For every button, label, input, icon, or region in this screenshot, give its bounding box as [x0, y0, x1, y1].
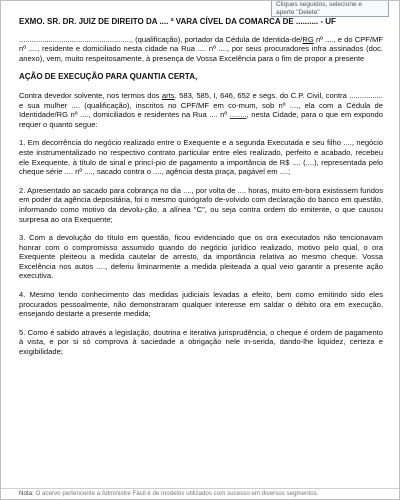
footer-text: O acervo pertencente a Administre Fácil é de modelos utilizados com sucesso em diversos segmentos. [33, 490, 319, 497]
action-heading: AÇÃO DE EXECUÇÃO PARA QUANTIA CERTA, [19, 72, 198, 82]
footer-label: Nota: [19, 490, 34, 497]
footer-divider [1, 488, 399, 489]
intro-paragraph [19, 35, 383, 64]
paragraph-0 [19, 91, 383, 129]
intro-rg: RG [302, 34, 314, 44]
paragraph-3: 3. Com a devolução do título em questão, ficou evidenciado que os ora executados não tencionavam honrar com o compromisso assumido quando do negócio jurídico realizado, motivo pelo qual, o ora Exequente pleiteou a medida cautelar de arresto, da importância relativa ao mesmo cheque. Vossa Excelência nos autos ...., deferiu liminarmente a medida pleiteada a qual veio garantir a presente ação executiva. [19, 233, 383, 281]
para0-blank: ........ [229, 110, 247, 120]
para0-text-b: . 583, 585, I, 646, 652 e segs. do C.P. Civil, contra ................ e sua mulher .... (qualificação), inscritos no CPF/MF em co-mum, sob nº ...., ela com a Cédula de Identidade/RG nº ...., domiciliados e residentes na Rua .... nº [19, 90, 383, 120]
intro-text-a: ....................................................., (qualificação), portador da Cédula de Identida-de/ [19, 34, 303, 44]
footer-note [19, 490, 383, 497]
para0-arts: arts [161, 90, 175, 100]
paragraph-5: 5. Como é sabido através a legislação, doutrina e iterativa jurisprudência, o cheque é ordem de pagamento à vista, e por si só comprova à saciedade a obrigação nele in-serida, dando-lhe liquidez, certeza e exigibilidade; [19, 327, 383, 357]
para0-text-c: , nesta Cidade, para o que em expondo requer o quanto segue: [19, 110, 383, 129]
tooltip [271, 1, 389, 17]
paragraph-4: 4. Mesmo tendo conhecimento das medidas judiciais levadas a efeito, bem como emitindo sido eles procurados pessoalmente, não demonstraram qualquer interesse em saldar o débito ora em execução, ensejando destarte a presente medida; [19, 290, 383, 319]
tooltip-line-2: aperte "Delete" [276, 8, 320, 16]
intro-text-b: nº ...., e do CPF/MF nº ...., residente e domiciliado nesta cidade na Rua .... nº ...., por seus procuradores infra assinados (doc. anexo), vem, muito respeitosamente, à presença de Vossa Excelência para o fim de propor a presente [19, 34, 383, 63]
paragraph-1: 1. Em decorrência do negócio realizado entre o Exequente e a segunda Executada e seu filho ...., negócio este instrumentalizado no respectivo contrato particular entre eles realizado, perfeito e acabado, recebeu ele Exequente, à título de sinal e princí-pio de pagamento a importância de R$ .... (....), representada pelo cheque série .... nº ...., sacado contra o ...., agência desta praça, pagável em ....; [19, 138, 383, 177]
document-body [19, 17, 383, 366]
paragraph-2: 2. Apresentado ao sacado para cobrança no dia ...., por volta de .... horas, muito em-bora existissem fundos em poder da agência depositária, foi o mesmo quirógrafo de-volvido com declaração do banco em questão, informando como motivo da devolu-ção, a alínea "C", ou seja contra ordem do emitente, o que causou surpresa ao ora Exequente; [19, 185, 383, 224]
document-title: EXMO. SR. DR. JUIZ DE DIREITO DA .... ª VARA CÍVEL DA COMARCA DE .......... - UF [19, 17, 336, 26]
tooltip-line-1: Cliques seguidos, selecione e [276, 1, 362, 8]
para0-text-a: Contra devedor solvente, nos termos dos [19, 90, 162, 100]
